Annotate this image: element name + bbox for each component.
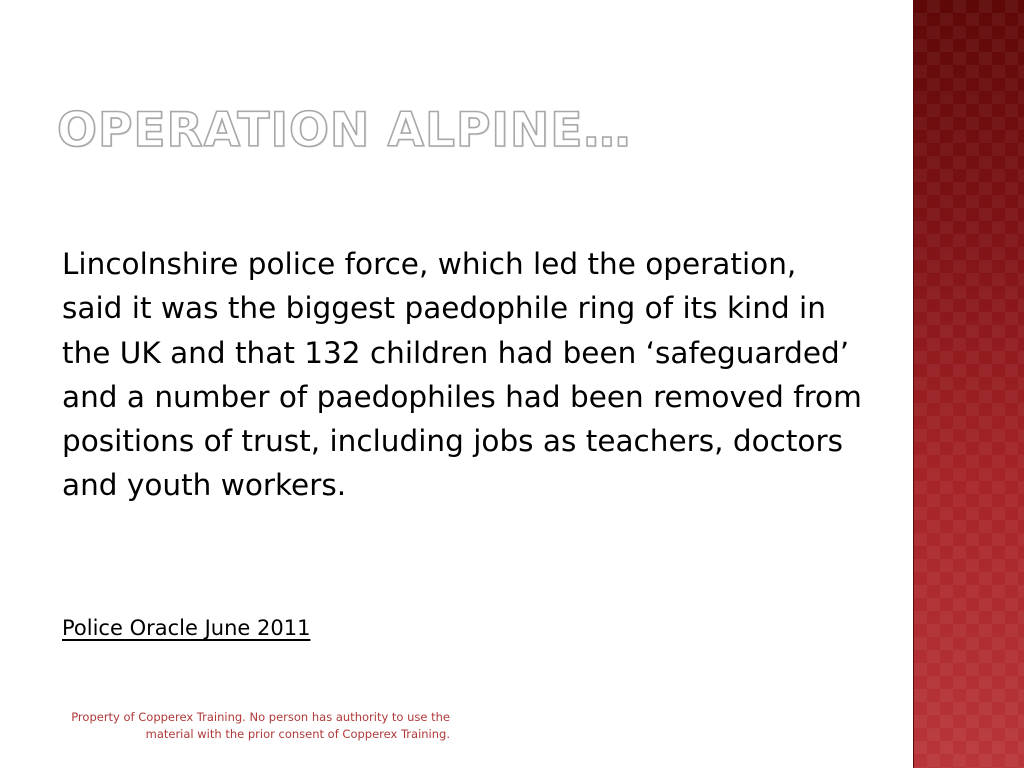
decorative-side-band [913, 0, 1024, 768]
footer-copyright-notice: Property of Copperex Training. No person has authority to use the material with the prior consent of Copperex Training. [71, 710, 450, 741]
slide-title: OPERATION ALPINE… [57, 103, 632, 158]
source-citation: Police Oracle June 2011 [62, 616, 311, 640]
body-paragraph: Lincolnshire police force, which led the operation, said it was the biggest paedophile ring of its kind in the UK and that 132 children had been ‘safeguarded’ and a number of paedophiles had been removed from positions of trust, including jobs as teachers, doctors and youth workers. [62, 247, 862, 503]
